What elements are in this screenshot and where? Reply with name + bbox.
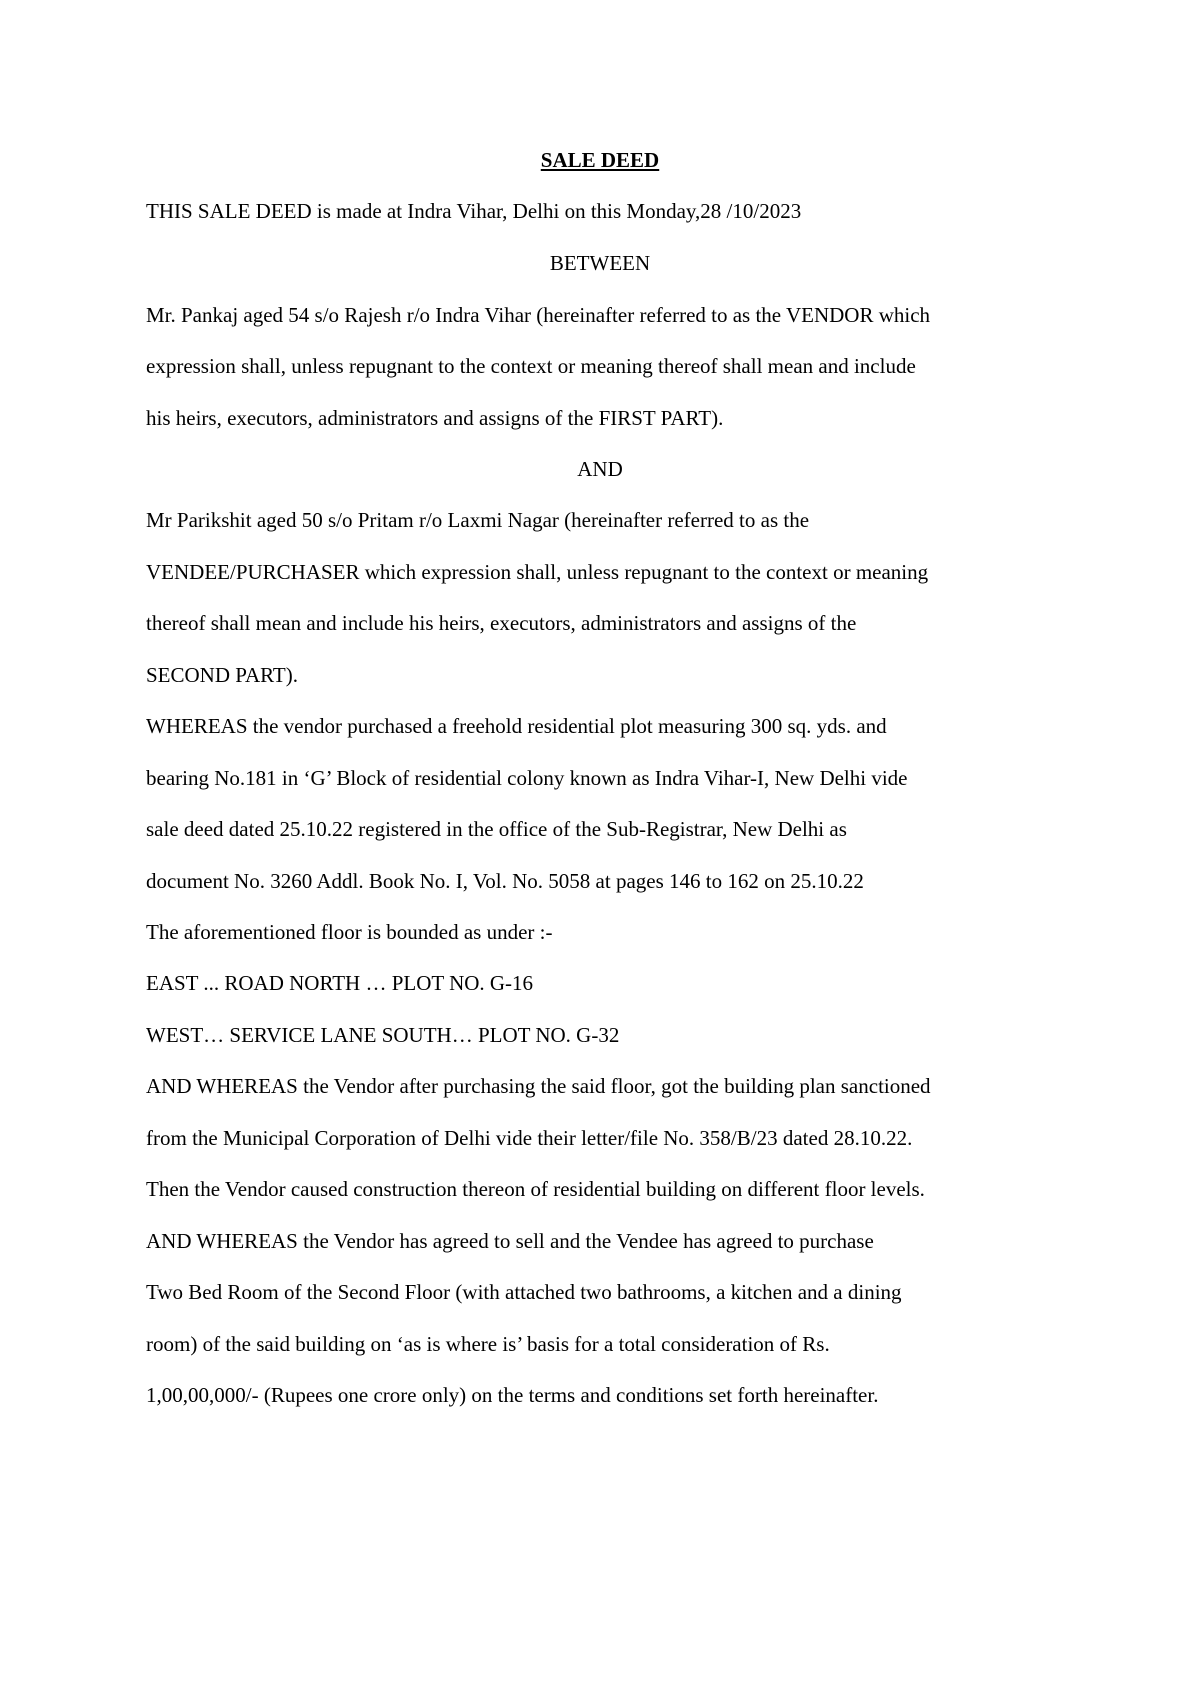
whereas-clause-line-3: sale deed dated 25.10.22 registered in the office of the Sub-Registrar, New Delhi as bbox=[146, 817, 847, 841]
document-title: SALE DEED bbox=[540, 148, 660, 172]
agreement-clause-line-2: Two Bed Room of the Second Floor (with attached two bathrooms, a kitchen and a dining bbox=[146, 1280, 902, 1304]
vendee-clause-line-1: Mr Parikshit aged 50 s/o Pritam r/o Laxmi Nagar (hereinafter referred to as the bbox=[146, 508, 810, 532]
vendee-clause-line-3: thereof shall mean and include his heirs, executors, administrators and assigns of the bbox=[146, 611, 857, 635]
whereas-clause-line-4: document No. 3260 Addl. Book No. I, Vol. No. 5058 at pages 146 to 162 on 25.10.22 bbox=[146, 869, 864, 893]
boundary-east-north-line: EAST ... ROAD NORTH … PLOT NO. G-16 bbox=[146, 971, 534, 995]
agreement-clause-line-1: AND WHEREAS the Vendor has agreed to sell and the Vendee has agreed to purchase bbox=[146, 1229, 874, 1253]
vendor-clause-line-2: expression shall, unless repugnant to the context or meaning thereof shall mean and include bbox=[146, 354, 916, 378]
building-plan-clause-line-1: AND WHEREAS the Vendor after purchasing the said floor, got the building plan sanctioned bbox=[146, 1074, 931, 1098]
agreement-clause-line-3: room) of the said building on ‘as is where is’ basis for a total consideration of Rs. bbox=[146, 1332, 830, 1356]
boundary-intro-line: The aforementioned floor is bounded as under :- bbox=[146, 920, 553, 944]
deed-intro-line: THIS SALE DEED is made at Indra Vihar, Delhi on this Monday,28 /10/2023 bbox=[146, 199, 802, 223]
building-plan-clause-line-2: from the Municipal Corporation of Delhi vide their letter/file No. 358/B/23 dated 28.10.22. bbox=[146, 1126, 913, 1150]
agreement-clause-line-4: 1,00,00,000/- (Rupees one crore only) on the terms and conditions set forth hereinafter. bbox=[146, 1383, 879, 1407]
vendee-clause-line-4: SECOND PART). bbox=[146, 663, 298, 687]
boundary-west-south-line: WEST… SERVICE LANE SOUTH… PLOT NO. G-32 bbox=[146, 1023, 620, 1047]
between-heading: BETWEEN bbox=[549, 251, 651, 275]
whereas-clause-line-2: bearing No.181 in ‘G’ Block of residential colony known as Indra Vihar-I, New Delhi vide bbox=[146, 766, 908, 790]
building-plan-clause-line-3: Then the Vendor caused construction thereon of residential building on different floor levels. bbox=[146, 1177, 925, 1201]
whereas-clause-line-1: WHEREAS the vendor purchased a freehold residential plot measuring 300 sq. yds. and bbox=[146, 714, 887, 738]
vendor-clause-line-1: Mr. Pankaj aged 54 s/o Rajesh r/o Indra Vihar (hereinafter referred to as the VENDOR which bbox=[146, 303, 931, 327]
and-heading: AND bbox=[577, 457, 623, 481]
vendor-clause-line-3: his heirs, executors, administrators and assigns of the FIRST PART). bbox=[146, 406, 724, 430]
vendee-clause-line-2: VENDEE/PURCHASER which expression shall, unless repugnant to the context or meaning bbox=[146, 560, 929, 584]
